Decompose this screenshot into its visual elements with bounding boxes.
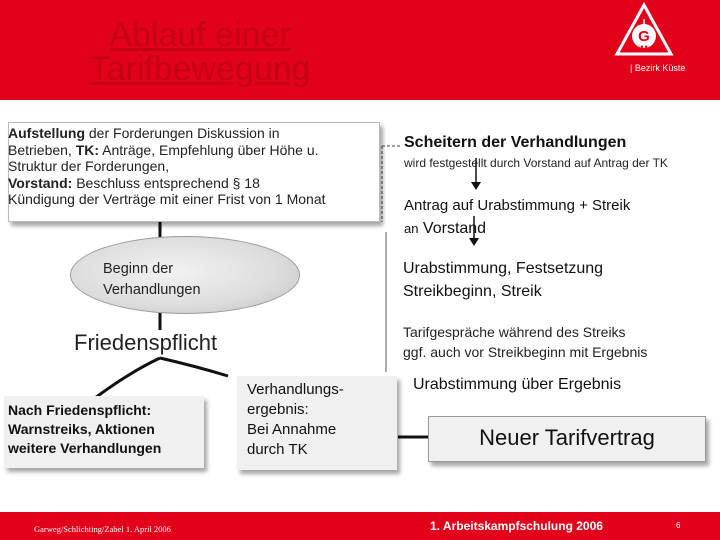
svg-text:G: G	[638, 28, 650, 45]
verh-line-1: Verhandlungs-	[247, 381, 344, 398]
festgestellt-text: wird festgestellt durch Vorstand auf Antrag der TK	[404, 156, 668, 170]
verh-line-4: durch TK	[247, 441, 308, 458]
urabstimmung-ergebnis: Urabstimmung über Ergebnis	[413, 376, 622, 393]
scheitern-heading: Scheitern der Verhandlungen	[404, 134, 627, 151]
verhandlungsergebnis-box	[237, 376, 397, 470]
footer-course: 1. Arbeitskampfschulung 2006	[430, 519, 603, 533]
beginn-line-1: Beginn der	[103, 261, 174, 277]
line2-a: Betrieben,	[8, 141, 76, 158]
neuer-tarifvertrag-label: Neuer Tarifvertrag	[479, 425, 655, 450]
forderungen-box	[8, 122, 380, 222]
svg-text:M: M	[640, 44, 648, 54]
title-line-1: Ablauf einer	[109, 16, 291, 54]
aufstellung-bold: Aufstellung	[8, 125, 85, 141]
verh-line-3: Bei Annahme	[247, 421, 337, 438]
nach-line-1: Nach Friedenspflicht:	[8, 402, 152, 418]
nach-line-2: Warnstreiks, Aktionen	[8, 421, 155, 437]
friedenspflicht-label: Friedenspflicht	[74, 330, 218, 355]
tarifgespraeche-block	[403, 322, 647, 362]
vorstand-bold: Vorstand:	[8, 174, 73, 191]
line1-text: der Forderungen Diskussion in	[85, 125, 280, 141]
tarif-line-1: Tarifgespräche während des Streiks	[403, 324, 626, 340]
urabstimmung-block	[403, 257, 603, 303]
urab-line-1: Urabstimmung, Festsetzung	[403, 260, 604, 277]
beginn-text	[103, 259, 201, 301]
beginn-line-2: Verhandlungen	[103, 282, 201, 298]
bezirk-label: | Bezirk Küste	[630, 63, 686, 73]
nach-text	[4, 396, 204, 458]
verh-text	[237, 376, 397, 460]
svg-text:I: I	[642, 18, 646, 29]
line2-b: Anträge, Empfehlung über Höhe u.	[99, 141, 319, 158]
footer-authors: Garweg/Schlichting/Zabel 1. April 2006	[34, 524, 171, 534]
tk-bold: TK:	[75, 141, 100, 158]
tarif-line-2: ggf. auch vor Streikbeginn mit Ergebnis	[403, 344, 648, 360]
antrag-text: Antrag auf Urabstimmung + Streik	[404, 197, 631, 214]
page-number: 6	[676, 521, 681, 530]
verh-line-2: ergebnis:	[247, 401, 309, 418]
nach-line-3: weitere Verhandlungen	[8, 440, 162, 456]
title-line-2: Tarifbewegung	[89, 50, 311, 88]
line4-text: Beschluss entsprechend § 18	[72, 174, 260, 191]
an-word: an	[404, 221, 419, 236]
line3-text: Struktur der Forderungen,	[8, 158, 170, 174]
urab-line-2: Streikbeginn, Streik	[403, 283, 542, 300]
vorstand-word: Vorstand	[422, 220, 487, 237]
line5-text: Kündigung der Verträge mit einer Frist von 1 Monat	[8, 191, 326, 207]
an-vorstand	[404, 220, 486, 238]
nach-friedenspflicht-box	[4, 396, 204, 468]
